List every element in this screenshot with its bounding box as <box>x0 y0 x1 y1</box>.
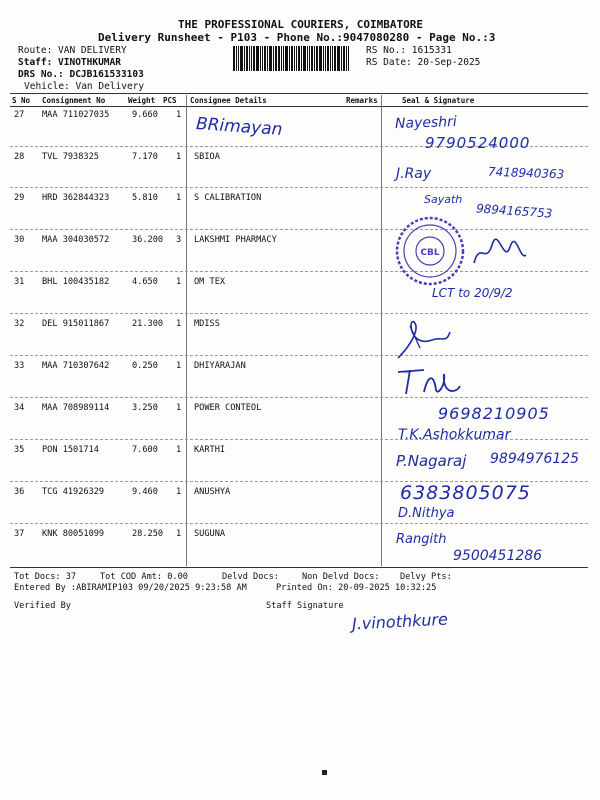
row-weight: 3.250 <box>132 403 158 413</box>
handwritten-signature: Nayeshri <box>394 113 458 133</box>
handwritten-phone: 9500451286 <box>453 548 543 564</box>
row-weight: 21.300 <box>132 319 164 329</box>
row-consignment-no: PON 1501714 <box>42 445 99 455</box>
handwritten-signature: J.Ray <box>396 166 432 182</box>
col-seal: Seal & Signature <box>402 96 475 105</box>
company-name: THE PROFESSIONAL COURIERS, COIMBATORE <box>178 18 424 31</box>
row-divider <box>10 187 588 188</box>
signature-mark <box>392 318 452 366</box>
row-pcs: 1 <box>176 110 182 120</box>
drs-number: DRS No.: DCJB161533103 <box>18 69 144 80</box>
row-consignee: SBIOA <box>194 152 220 162</box>
row-sno: 27 <box>14 110 25 120</box>
delivered-docs: Delvd Docs: <box>222 572 279 582</box>
row-consignment-no: BHL 100435182 <box>42 277 110 287</box>
row-weight: 7.600 <box>132 445 158 455</box>
row-sno: 32 <box>14 319 25 329</box>
row-sno: 28 <box>14 152 25 162</box>
row-consignee: ANUSHYA <box>194 487 231 497</box>
handwritten-name: P.Nagaraj <box>396 452 467 470</box>
staff-signature-label: Staff Signature <box>266 601 344 611</box>
row-divider <box>10 397 588 398</box>
row-pcs: 1 <box>176 193 182 203</box>
col-divider <box>381 95 382 566</box>
delivery-points: Delvy Pts: <box>400 572 452 582</box>
staff-label: Staff: VINOTHKUMAR <box>18 57 121 68</box>
row-divider <box>10 229 588 230</box>
row-consignee: S CALIBRATION <box>194 193 262 203</box>
table-header-rule <box>10 106 588 107</box>
signature-mark <box>394 364 464 398</box>
handwritten-phone: 9894976125 <box>490 451 580 467</box>
row-weight: 7.170 <box>132 152 158 162</box>
row-sno: 33 <box>14 361 25 371</box>
row-pcs: 1 <box>176 403 182 413</box>
page-dot <box>322 770 327 775</box>
row-weight: 9.660 <box>132 110 158 120</box>
company-stamp <box>394 215 466 287</box>
handwritten-phone: 6383805075 <box>400 482 531 504</box>
col-sno: S No <box>12 96 31 105</box>
row-divider <box>10 313 588 314</box>
row-consignee: DHIYARAJAN <box>194 361 246 371</box>
row-pcs: 1 <box>176 152 182 162</box>
row-weight: 36.200 <box>132 235 164 245</box>
row-pcs: 1 <box>176 445 182 455</box>
handwritten-signature: Sayath <box>424 193 463 206</box>
row-pcs: 1 <box>176 361 182 371</box>
row-sno: 35 <box>14 445 25 455</box>
col-remarks: Remarks <box>346 96 378 105</box>
row-consignment-no: MAA 710307642 <box>42 361 110 371</box>
row-pcs: 1 <box>176 487 182 497</box>
rs-number: RS No.: 1615331 <box>366 45 452 56</box>
row-divider <box>10 523 588 524</box>
row-consignee: POWER CONTEOL <box>194 403 262 413</box>
row-divider <box>10 355 588 356</box>
total-cod: Tot COD Amt: 0.00 <box>100 572 188 582</box>
row-consignee: SUGUNA <box>194 529 226 539</box>
table-top-rule <box>10 93 588 94</box>
row-sno: 30 <box>14 235 25 245</box>
stamp-scribble <box>470 235 530 271</box>
row-consignee: LAKSHMI PHARMACY <box>194 235 277 245</box>
row-consignment-no: MAA 708989114 <box>42 403 110 413</box>
col-weight: Weight <box>128 96 156 105</box>
row-consignment-no: DEL 915011867 <box>42 319 110 329</box>
row-weight: 9.460 <box>132 487 158 497</box>
handwritten-phone: 9894165753 <box>475 201 553 221</box>
barcode <box>233 46 361 71</box>
row-sno: 29 <box>14 193 25 203</box>
row-weight: 0.250 <box>132 361 158 371</box>
row-consignment-no: TVL 7938325 <box>42 152 99 162</box>
verified-by: Verified By <box>14 601 71 611</box>
entered-by: Entered By :ABIRAMIP103 09/20/2025 9:23:58 AM <box>14 583 247 593</box>
row-divider <box>10 271 588 272</box>
row-pcs: 1 <box>176 529 182 539</box>
row-consignee: KARTHI <box>194 445 226 455</box>
row-consignment-no: MAA 711027035 <box>42 110 110 120</box>
col-consignment: Consignment No <box>42 96 106 105</box>
row-sno: 34 <box>14 403 25 413</box>
row-weight: 5.810 <box>132 193 158 203</box>
handwritten-signature: T.K.Ashokkumar <box>398 427 511 443</box>
non-delivered-docs: Non Delvd Docs: <box>302 572 380 582</box>
staff-signature: J.vinothkure <box>351 609 449 634</box>
vehicle-label: Vehicle: Van Delivery <box>24 81 145 92</box>
row-consignment-no: KNK 80051099 <box>42 529 105 539</box>
col-consignee: Consignee Details <box>190 96 267 105</box>
rs-date: RS Date: 20-Sep-2025 <box>366 57 481 68</box>
col-divider <box>186 95 187 566</box>
total-docs: Tot Docs: 37 <box>14 572 77 582</box>
handwritten-name: D.Nithya <box>398 506 455 521</box>
handwritten-name: BRimayan <box>195 114 284 140</box>
row-consignment-no: HRD 362844323 <box>42 193 110 203</box>
handwritten-phone: 9790524000 <box>425 134 531 152</box>
row-sno: 31 <box>14 277 25 287</box>
runsheet-title: Delivery Runsheet - P103 - Phone No.:9047080280 - Page No.:3 <box>98 31 496 44</box>
row-sno: 37 <box>14 529 25 539</box>
row-consignment-no: TCG 41926329 <box>42 487 105 497</box>
row-weight: 4.650 <box>132 277 158 287</box>
row-consignee: OM TEX <box>194 277 226 287</box>
row-consignment-no: MAA 304030572 <box>42 235 110 245</box>
svg-text:CBL: CBL <box>420 248 440 258</box>
row-weight: 28.250 <box>132 529 164 539</box>
row-consignee: MDISS <box>194 319 220 329</box>
row-pcs: 1 <box>176 277 182 287</box>
row-pcs: 1 <box>176 319 182 329</box>
row-pcs: 3 <box>176 235 182 245</box>
printed-on: Printed On: 20-09-2025 10:32:25 <box>276 583 437 593</box>
col-pcs: PCS <box>163 96 177 105</box>
table-bottom-rule <box>10 567 588 568</box>
route-label: Route: VAN DELIVERY <box>18 45 127 56</box>
handwritten-phone: 7418940363 <box>487 164 565 182</box>
handwritten-note: LCT to 20/9/2 <box>432 286 513 300</box>
handwritten-signature: Rangith <box>396 532 447 547</box>
row-sno: 36 <box>14 487 25 497</box>
handwritten-phone: 9698210905 <box>438 404 550 423</box>
